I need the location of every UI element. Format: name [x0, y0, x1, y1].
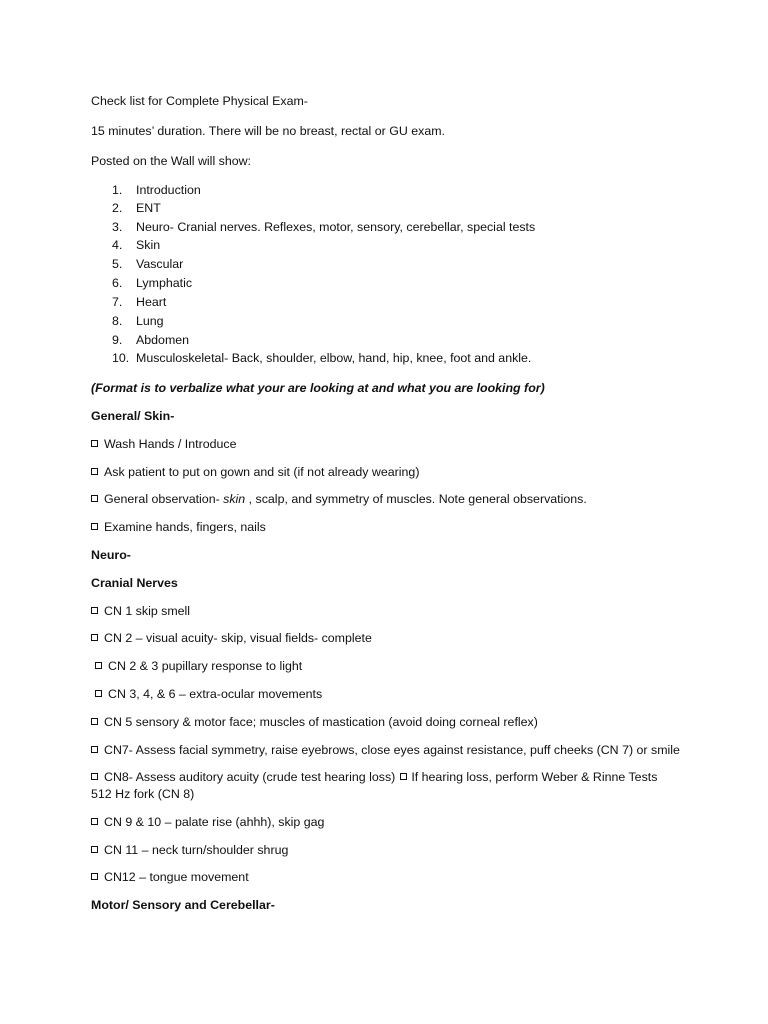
checkbox-icon	[91, 523, 98, 530]
checkbox-icon	[91, 846, 98, 853]
list-text: Heart	[136, 295, 167, 309]
duration-text: 15 minutes’ duration. There will be no breast, rectal or GU exam.	[91, 124, 445, 138]
checkbox-icon	[91, 818, 98, 825]
list-text: ENT	[136, 201, 161, 215]
checklist-text: , scalp, and symmetry of muscles. Note general observations.	[245, 492, 587, 506]
list-number: 5.	[112, 257, 123, 271]
checklist-item	[95, 686, 322, 702]
checkbox-icon	[91, 718, 98, 725]
list-number: 1.	[112, 183, 123, 197]
checklist-item	[95, 658, 302, 674]
doc-title: Check list for Complete Physical Exam-	[91, 94, 308, 108]
checkbox-icon	[91, 873, 98, 880]
checklist-text: CN 3, 4, & 6 – extra-ocular movements	[108, 687, 323, 701]
checkbox-icon	[91, 634, 98, 641]
general-skin-heading: General/ Skin-	[91, 409, 175, 423]
list-text: Lymphatic	[136, 276, 193, 290]
checkbox-icon	[95, 690, 102, 697]
posted-text: Posted on the Wall will show:	[91, 154, 252, 168]
checkbox-icon	[91, 495, 98, 502]
checklist-text: CN 11 – neck turn/shoulder shrug	[104, 843, 289, 857]
list-text: Introduction	[136, 183, 201, 197]
motor-sensory-heading: Motor/ Sensory and Cerebellar-	[91, 898, 275, 912]
neuro-heading: Neuro-	[91, 548, 131, 562]
skin-emphasis: skin	[223, 492, 246, 506]
checklist-item	[91, 603, 190, 619]
list-text: Abdomen	[136, 333, 190, 347]
list-text: Musculoskeletal- Back, shoulder, elbow, hand, hip, knee, foot and ankle.	[136, 351, 532, 365]
checkbox-icon	[91, 440, 98, 447]
checklist-item	[91, 436, 236, 452]
list-number: 10.	[112, 351, 130, 365]
checklist-text: Examine hands, fingers, nails	[104, 520, 266, 534]
checklist-item	[91, 630, 372, 646]
checklist-item	[91, 519, 266, 535]
format-note: (Format is to verbalize what your are looking at and what you are looking for)	[91, 381, 545, 395]
checkbox-icon	[91, 607, 98, 614]
checklist-text: CN12 – tongue movement	[104, 870, 249, 884]
list-number: 8.	[112, 314, 123, 328]
checklist-item	[91, 814, 324, 830]
list-number: 3.	[112, 220, 123, 234]
checklist-item	[91, 714, 538, 730]
checklist-item	[91, 742, 680, 758]
checklist-item	[91, 491, 587, 507]
checklist-item	[91, 842, 288, 858]
checkbox-icon	[95, 662, 102, 669]
checklist-item	[91, 769, 657, 785]
checklist-item	[91, 869, 249, 885]
checkbox-icon	[400, 773, 407, 780]
checklist-text: If hearing loss, perform Weber & Rinne Tests	[411, 770, 658, 784]
checklist-continuation: 512 Hz fork (CN 8)	[91, 787, 195, 801]
checkbox-icon	[91, 746, 98, 753]
list-text: Skin	[136, 238, 161, 252]
checklist-text: Wash Hands / Introduce	[104, 437, 237, 451]
checklist-text: CN 1 skip smell	[104, 604, 191, 618]
checkbox-icon	[91, 773, 98, 780]
checklist-text: CN 2 & 3 pupillary response to light	[108, 659, 303, 673]
checklist-text: General observation-	[104, 492, 224, 506]
list-text: Vascular	[136, 257, 184, 271]
checklist-text: CN 9 & 10 – palate rise (ahhh), skip gag	[104, 815, 325, 829]
list-number: 2.	[112, 201, 123, 215]
checklist-text: CN 2 – visual acuity- skip, visual fields- complete	[104, 631, 372, 645]
list-number: 7.	[112, 295, 123, 309]
checklist-item	[91, 464, 419, 480]
list-text: Neuro- Cranial nerves. Reflexes, motor, sensory, cerebellar, special tests	[136, 220, 536, 234]
checklist-text: Ask patient to put on gown and sit (if not already wearing)	[104, 465, 420, 479]
list-text: Lung	[136, 314, 164, 328]
list-number: 4.	[112, 238, 123, 252]
cranial-nerves-heading: Cranial Nerves	[91, 576, 178, 590]
checklist-text: CN7- Assess facial symmetry, raise eyebrows, close eyes against resistance, puff cheeks (CN 7) or smile	[104, 743, 680, 757]
list-number: 9.	[112, 333, 123, 347]
checklist-text: CN 5 sensory & motor face; muscles of mastication (avoid doing corneal reflex)	[104, 715, 538, 729]
checklist-text: CN8- Assess auditory acuity (crude test hearing loss)	[104, 770, 396, 784]
list-number: 6.	[112, 276, 123, 290]
checkbox-icon	[91, 468, 98, 475]
